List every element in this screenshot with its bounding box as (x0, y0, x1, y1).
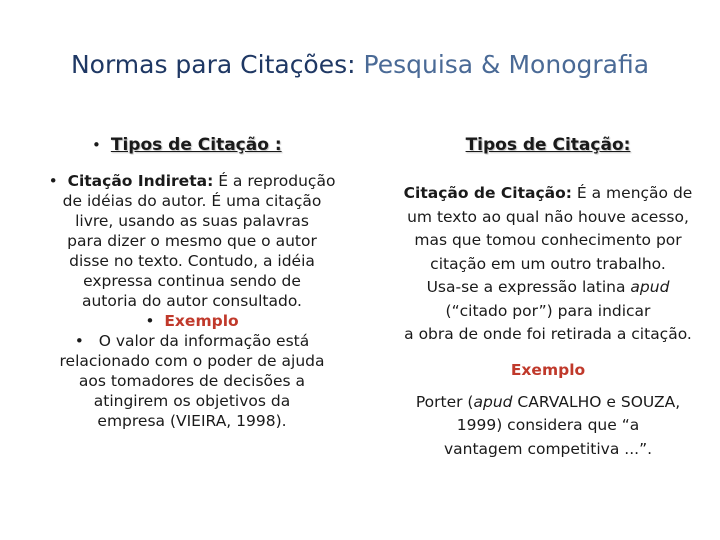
text-line: disse no texto. Contudo, a idéia (69, 252, 315, 270)
right-exemplo-label: Exemplo (510, 360, 586, 379)
text-line: autoria do autor consultado. (81, 292, 302, 310)
text-line: • Citação Indireta: É a reprodução (48, 172, 336, 190)
bullet-icon: • (74, 332, 84, 350)
left-heading-row (22, 135, 362, 155)
indirect-citation-label: Citação Indireta: (67, 172, 214, 190)
text-line: expressa continua sendo de (83, 272, 301, 290)
text-line: para dizer o mesmo que o autor (67, 232, 317, 250)
text-line: mas que tomou conhecimento por (414, 231, 682, 249)
example-line: relacionado com o poder de ajuda (59, 352, 325, 370)
title-accent: Pesquisa & Monografia (355, 50, 650, 79)
bullet-icon: • (145, 312, 155, 330)
porter-example (388, 391, 708, 462)
citation-of-citation-label: Citação de Citação: (403, 184, 572, 202)
apud-term: apud (630, 278, 670, 296)
indirect-citation-text (22, 171, 362, 431)
text-line: de idéias do autor. É uma citação (62, 192, 322, 210)
right-column (388, 135, 708, 461)
exemplo-line (22, 311, 362, 331)
citation-of-citation-text (388, 182, 708, 347)
text-line: Citação de Citação: É a menção de (403, 184, 693, 202)
text-line: 1999) considera que “a (456, 416, 640, 434)
left-column (22, 135, 362, 431)
bullet-icon: • (92, 136, 101, 154)
example-line: aos tomadores de decisões a (78, 372, 306, 390)
right-heading: Tipos de Citação: (465, 135, 631, 155)
text-line: um texto ao qual não houve acesso, (407, 207, 689, 226)
text-line: a obra de onde foi retirada a citação. (404, 325, 692, 343)
text-line: Usa-se a expressão latina apud (426, 278, 670, 296)
text-line: Porter (apud CARVALHO e SOUZA, (415, 392, 681, 411)
left-exemplo-label: Exemplo (164, 312, 239, 330)
bullet-icon: • (48, 172, 58, 190)
example-line: • O valor da informação está (74, 332, 310, 350)
title-main: Normas para Citações: (70, 50, 356, 79)
text-line: citação em um outro trabalho. (430, 254, 666, 273)
text-line: vantagem competitiva ...”. (443, 439, 653, 458)
example-line: atingirem os objetivos da (93, 392, 291, 410)
text-line: livre, usando as suas palavras (75, 212, 309, 230)
example-line: empresa (VIEIRA, 1998). (97, 412, 287, 430)
left-heading: Tipos de Citação : (110, 135, 282, 155)
apud-term: apud (473, 392, 513, 411)
text-line: (“citado por”) para indicar (445, 301, 651, 320)
slide-title (0, 50, 720, 79)
